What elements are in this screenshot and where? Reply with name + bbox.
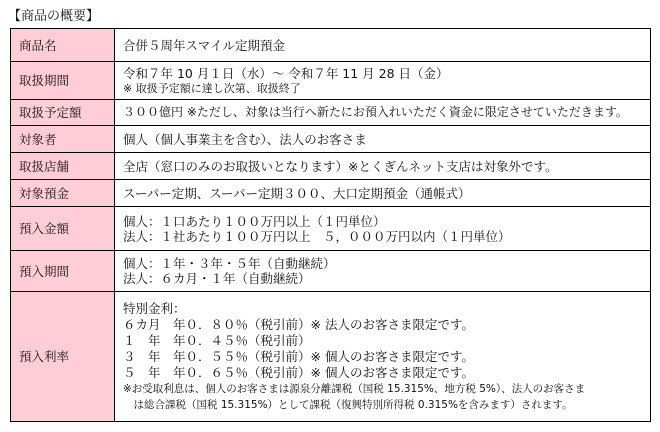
eligible-customers-text: 個人（個人事業主を含む）、法人のお客さま <box>123 131 367 147</box>
deposit-amount-corporate: 法人：１社あたり１００万円以上 ５，０００万円以内（１円単位） <box>123 228 511 244</box>
row-branches <box>11 153 651 180</box>
deposit-amount-individual: 個人：１口あたり１００万円以上（１円単位） <box>123 213 386 229</box>
label-interest-rate: 預入利率 <box>11 292 115 422</box>
planned-amount-text: ３００億円 ※ただし、対象は当行へ新たにお預入れいただく資金に限定させていただきます。 <box>123 105 628 119</box>
row-planned-amount <box>11 100 651 126</box>
label-eligible-customers: 対象者 <box>11 126 115 153</box>
sale-period-dates: 令和７年 10 月１日（水）～ 令和７年 11 月 28 日（金） <box>123 65 449 81</box>
rate-5-year: ５ 年 年０．６５％（税引前）※ 個人のお客さま限定です。 <box>123 364 474 380</box>
value-eligible-customers <box>115 126 651 153</box>
value-deposit-amount <box>115 207 651 251</box>
label-product-name: 商品名 <box>11 29 115 62</box>
value-planned-amount <box>115 100 651 126</box>
product-name-text: 合併５周年スマイル定期預金 <box>123 37 286 53</box>
label-target-deposits: 対象預金 <box>11 180 115 207</box>
value-branches <box>115 153 651 180</box>
rate-3-year: ３ 年 年０．５５％（税引前）※ 個人のお客さま限定です。 <box>123 348 474 364</box>
value-sale-period <box>115 62 651 100</box>
label-deposit-amount: 預入金額 <box>11 207 115 251</box>
target-deposits-text: スーパー定期、スーパー定期３００、大口定期預金（通帳式） <box>123 185 471 201</box>
value-deposit-term <box>115 251 651 292</box>
row-product-name <box>11 29 651 62</box>
rate-tax-note-2: は総合課税（国税 15.315%）として課税（復興特別所得税 0.315%を含みます）されます。 <box>123 398 573 411</box>
row-eligible-customers <box>11 126 651 153</box>
row-deposit-term <box>11 251 651 292</box>
rate-tax-note-1: ※お受取利息は、個人のお客さまは源泉分離課税（国税 15.315%、地方税 5%）、法人のお客さま <box>123 382 586 395</box>
value-product-name <box>115 29 651 62</box>
value-interest-rate <box>115 292 651 422</box>
rate-special-heading: 特別金利： <box>123 300 186 316</box>
row-interest-rate <box>11 292 651 422</box>
rate-6-month: ６カ月 年０．８０％（税引前）※ 法人のお客さま限定です。 <box>123 316 474 332</box>
sale-period-note: ※ 取扱予定額に達し次第、取扱終了 <box>123 81 301 95</box>
section-heading: 【商品の概要】 <box>8 9 100 24</box>
rate-1-year: １ 年 年０．４５％（税引前） <box>123 332 311 348</box>
value-target-deposits <box>115 180 651 207</box>
label-sale-period: 取扱期間 <box>11 62 115 100</box>
row-sale-period <box>11 62 651 100</box>
row-deposit-amount <box>11 207 651 251</box>
row-target-deposits <box>11 180 651 207</box>
label-branches: 取扱店舗 <box>11 153 115 180</box>
product-overview-table <box>10 28 651 422</box>
branches-text: 全店（窓口のみのお取扱いとなります）※とくぎんネット支店は対象外です。 <box>123 158 558 174</box>
label-deposit-term: 預入期間 <box>11 251 115 292</box>
deposit-term-corporate: 法人：６カ月・１年（自動継続） <box>123 271 311 286</box>
label-planned-amount: 取扱予定額 <box>11 100 115 126</box>
deposit-term-individual: 個人：１年・３年・５年（自動継続） <box>123 256 336 271</box>
